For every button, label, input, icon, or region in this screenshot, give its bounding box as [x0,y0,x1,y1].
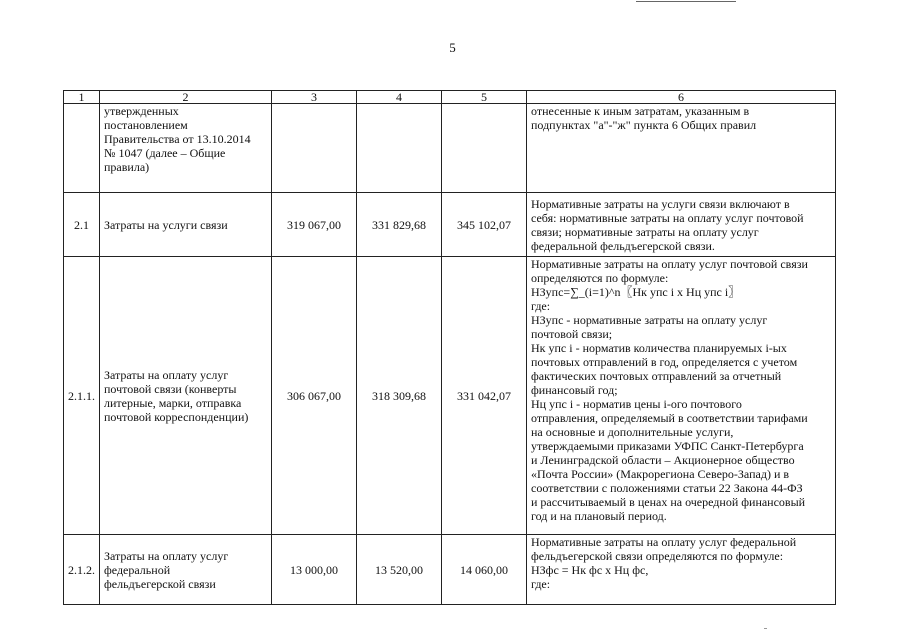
item-note [527,193,836,257]
note-line: НЗфс = Нк фс х Нц фс, [531,563,649,577]
note-line: Нормативные затраты на услуги связи включают в [531,196,790,211]
note-line: почтовой связи; [531,327,613,341]
row-number: 2.1.2. [64,535,100,605]
item-note [527,257,836,535]
scan-mark [764,628,767,629]
top-rule [636,1,736,2]
note-line: отправления, определяемый в соответствии тарифами [531,411,808,425]
value-year-2: 318 309,68 [357,257,442,535]
item-name-line: постановлением [104,118,188,132]
note-line: НЗупс - нормативные затраты на оплату услуг [531,313,768,327]
item-note [527,535,836,605]
item-name-line: федеральной [104,562,171,577]
note-line: отнесенные к иным затратам, указанным в [531,104,750,118]
note-line: «Почта России» (Макрорегиона Северо-Запад) и в [531,467,790,481]
value-year-2: 13 520,00 [357,535,442,605]
value-year-3: 345 102,07 [442,193,527,257]
note-line: утверждаемыми приказами УФПС Санкт-Петербурга [531,439,804,453]
note-line: Нк упс i - норматив количества планируемых i-ых [531,341,787,355]
item-name-line: почтовой корреспонденции) [104,409,249,424]
note-line: финансовый год; [531,383,618,397]
table-row [64,193,836,257]
value-year-1 [272,104,357,193]
value-year-2 [357,104,442,193]
table-row [64,104,836,193]
note-line: и Ленинградской области – Акционерное общество [531,453,795,467]
row-number: 2.1.1. [64,257,100,535]
note-line: связи; нормативные затраты на оплату услуг [531,224,759,239]
row-number [64,104,100,193]
value-year-2: 331 829,68 [357,193,442,257]
note-line: Нормативные затраты на оплату услуг федеральной [531,535,797,549]
item-name-line: Затраты на оплату услуг [104,548,229,563]
note-line: себя: нормативные затраты на оплату услуг почтовой [531,210,804,225]
header-cell: 2 [100,91,272,104]
table-row [64,257,836,535]
row-number: 2.1 [64,193,100,257]
item-name [100,193,272,257]
formula: НЗупс=∑_(i=1)^n〖Нк упс i х Нц упс i〗 [531,285,741,299]
item-name [100,535,272,605]
item-name [100,104,272,193]
item-name-line: правила) [104,160,150,174]
table-row [64,535,836,605]
item-name-line: № 1047 (далее – Общие [104,146,226,160]
item-name-line: почтовой связи (конверты [104,381,237,396]
header-row [64,91,836,104]
value-year-3 [442,104,527,193]
note-line: почтовых отправлений в год, определяется с учетом [531,355,798,369]
item-name-line: Затраты на оплату услуг [104,367,229,382]
note-line: и рассчитываемый в ценах на очередной финансовый [531,495,806,509]
item-name-line: Правительства от 13.10.2014 [104,132,251,146]
note-line: соответствии с положениями статьи 22 Закона 44-ФЗ [531,481,803,495]
item-name-line: Затраты на услуги связи [104,217,228,232]
note-line: где: [531,577,551,591]
note-line: фактических почтовых отправлений за отчетный [531,369,782,383]
note-line: на основные и дополнительные услуги, [531,425,734,439]
note-line: фельдъегерской связи определяются по формуле: [531,549,784,563]
item-note [527,104,836,193]
note-line: федеральной фельдъегерской связи. [531,238,715,253]
note-line: Нц упс i - норматив цены i-ого почтового [531,397,742,411]
value-year-1: 13 000,00 [272,535,357,605]
item-name-line: литерные, марки, отправка [104,395,242,410]
header-cell: 5 [442,91,527,104]
value-year-1: 319 067,00 [272,193,357,257]
page-number: 5 [449,40,456,55]
header-cell: 1 [64,91,100,104]
item-name-line: утвержденных [104,104,179,118]
value-year-3: 14 060,00 [442,535,527,605]
header-cell: 6 [527,91,836,104]
note-line: определяются по формуле: [531,271,669,285]
value-year-3: 331 042,07 [442,257,527,535]
note-line: где: [531,299,551,313]
item-name [100,257,272,535]
header-cell: 3 [272,91,357,104]
value-year-1: 306 067,00 [272,257,357,535]
cost-table [63,90,836,605]
note-line: подпунктах "а"-"ж" пункта 6 Общих правил [531,118,757,132]
header-cell: 4 [357,91,442,104]
item-name-line: фельдъегерской связи [104,576,216,591]
note-line: год и на плановый период. [531,509,667,523]
note-line: Нормативные затраты на оплату услуг почтовой связи [531,257,808,271]
